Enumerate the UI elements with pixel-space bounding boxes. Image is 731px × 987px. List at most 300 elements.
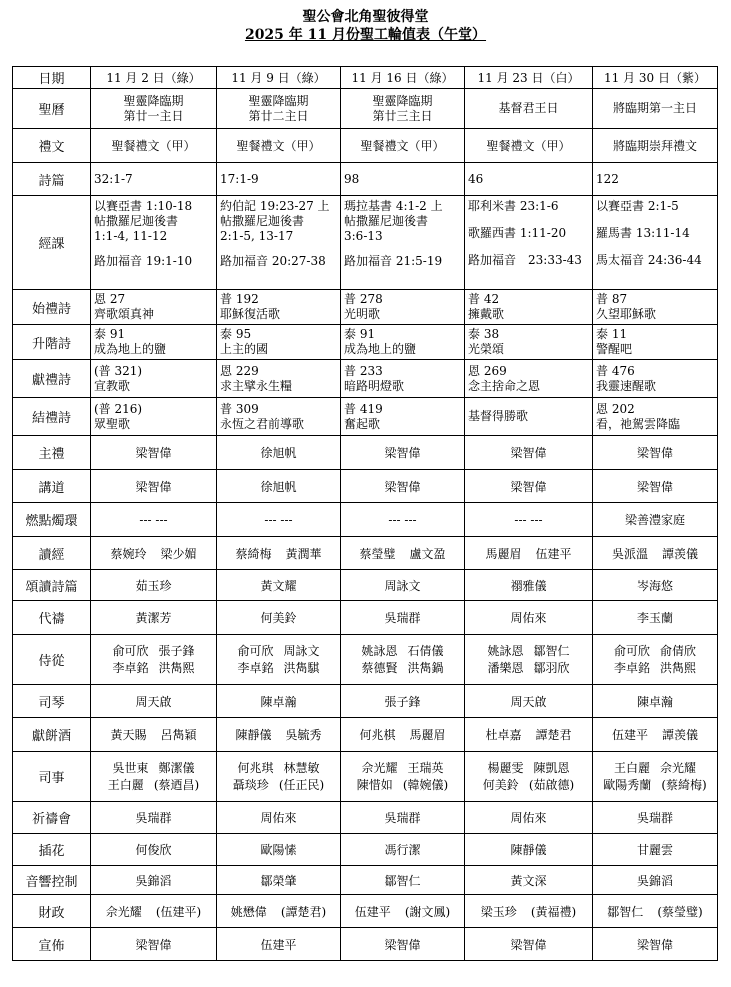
intercessor-label: 代禱 (13, 601, 91, 635)
celebrant-cell: 梁智偉 (465, 436, 593, 470)
servers-cell (341, 635, 465, 685)
servers-cell (593, 635, 718, 685)
gradual_hymn-line: 警醒吧 (596, 342, 633, 356)
table-row (13, 802, 718, 834)
stewards-cell (593, 752, 718, 802)
readings-line: 帖撒羅尼迦後書 (344, 214, 429, 228)
table-row (13, 89, 718, 129)
lectors-pair (344, 545, 461, 562)
opening_hymn-line: 久望耶穌歌 (596, 307, 657, 321)
closing_hymn-line: 眾聖歌 (94, 416, 131, 431)
table-row (13, 503, 718, 537)
servers-name: 張子鋒 (158, 643, 195, 658)
servers-line (468, 643, 589, 660)
closing_hymn-label: 結禮詩 (13, 398, 91, 436)
servers-line (94, 660, 213, 677)
organist-cell: 陳卓瀚 (593, 685, 718, 718)
liturgy-label: 禮文 (13, 129, 91, 163)
opening_hymn-cell (341, 290, 465, 325)
treasurer-pair (344, 903, 461, 920)
readings-cell (593, 196, 718, 290)
offertory_hymn-line: 普 476 (596, 363, 635, 378)
stewards-name: 佘光耀 (660, 760, 697, 775)
opening_hymn-line: 普 192 (220, 292, 259, 306)
preacher-cell: 梁智偉 (91, 470, 217, 503)
psalm-cell: 32:1-7 (91, 163, 217, 196)
servers-cell (91, 635, 217, 685)
treasurer-name: 佘光耀 (105, 904, 142, 919)
servers-name: 周詠文 (283, 643, 320, 658)
closing_hymn-cell (593, 398, 718, 436)
flowers-cell: 何俊欣 (91, 834, 217, 866)
lectors-name: 蔡婉玲 (110, 546, 147, 561)
stewards-name: 陳惜如 (356, 777, 393, 792)
opening_hymn-line: 普 87 (596, 292, 628, 306)
servers-line (596, 643, 714, 660)
stewards-name: 歐陽秀蘭 (603, 777, 652, 792)
stewards-line (344, 760, 461, 777)
table-row (13, 834, 718, 866)
servers-line (344, 643, 461, 660)
readings-line: 瑪拉基書 4:1-2 上 (344, 199, 443, 213)
gradual_hymn-line: 泰 91 (94, 327, 126, 341)
table-row (13, 570, 718, 601)
readings-line: 1:1-4, 11-12 (94, 229, 168, 243)
servers-name: 李卓銘 (613, 660, 650, 675)
chalice-cell (465, 718, 593, 752)
calendar-cell (593, 89, 718, 129)
candle-cell: --- --- (341, 503, 465, 537)
flowers-cell: 甘麗雲 (593, 834, 718, 866)
readings-line: 路加福音 20:27-38 (220, 254, 326, 268)
readings-line: 2:1-5, 13-17 (220, 229, 294, 243)
lectors-name: 蔡瑩璧 (359, 546, 396, 561)
lectors-pair (94, 545, 213, 562)
lectors-cell (465, 537, 593, 570)
intercessor-cell: 周佑來 (465, 601, 593, 635)
gradual_hymn-line: 泰 91 (344, 327, 376, 341)
prayer_meeting-cell: 吳瑞群 (91, 802, 217, 834)
servers-line (468, 660, 589, 677)
offertory_hymn-line: 宣教歌 (94, 378, 131, 393)
stewards-name: 王白麗 (613, 760, 650, 775)
gradual_hymn-cell (465, 325, 593, 360)
prayer_meeting-cell: 吳瑞群 (593, 802, 718, 834)
psalm_reader-cell: 禤雅儀 (465, 570, 593, 601)
offertory_hymn-line: 恩 229 (220, 363, 259, 378)
sound-cell: 鄒智仁 (341, 866, 465, 895)
liturgy-cell: 聖餐禮文（甲） (91, 129, 217, 163)
stewards-cell (217, 752, 341, 802)
stewards-cell (465, 752, 593, 802)
readings-line: 帖撒羅尼迦後書 (94, 214, 179, 228)
stewards-cell (91, 752, 217, 802)
table-row (13, 470, 718, 503)
stewards-name: 吳世東 (112, 760, 149, 775)
roster-title: 2025 年 11 月份聖工輪值表（午堂） (244, 27, 487, 43)
document-header (0, 8, 731, 44)
opening_hymn-line: 普 278 (344, 292, 383, 306)
treasurer-name: (黃福禮) (530, 904, 577, 919)
calendar-cell (217, 89, 341, 129)
servers-line (596, 660, 714, 677)
calendar-line: 聖靈降臨期 (123, 93, 184, 108)
offertory_hymn-line: 求主擘永生糧 (220, 378, 293, 393)
treasurer-name: (蔡瑩璧) (657, 904, 703, 919)
treasurer-name: 姚懋偉 (230, 904, 267, 919)
psalm-label: 詩篇 (13, 163, 91, 196)
psalm_reader-cell: 黃文耀 (217, 570, 341, 601)
gradual_hymn-line: 泰 11 (596, 327, 628, 341)
servers-cell (465, 635, 593, 685)
closing_hymn-cell (91, 398, 217, 436)
stewards-name: 陳凱恩 (533, 760, 570, 775)
stewards-name: 聶琰珍 (232, 777, 269, 792)
chalice-label: 獻餅酒 (13, 718, 91, 752)
servers-name: 洪雋騏 (283, 660, 320, 675)
celebrant-cell: 梁智偉 (341, 436, 465, 470)
gradual_hymn-line: 泰 95 (220, 327, 252, 341)
readings-line: 帖撒羅尼迦後書 (220, 214, 305, 228)
candle-cell: --- --- (465, 503, 593, 537)
preacher-label: 講道 (13, 470, 91, 503)
calendar-line: 第廿一主日 (123, 108, 184, 123)
lectors-label: 讀經 (13, 537, 91, 570)
calendar-label: 聖曆 (13, 89, 91, 129)
servers-name: 俞可欣 (237, 643, 274, 658)
table-row (13, 290, 718, 325)
lectors-name: 黃潤華 (285, 546, 322, 561)
lectors-name: 馬麗眉 (485, 546, 522, 561)
servers-name: 洪雋熙 (158, 660, 195, 675)
chalice-name: 吳毓秀 (285, 728, 322, 742)
lectors-cell (341, 537, 465, 570)
date-header-cell: 11 月 2 日（綠） (91, 67, 217, 89)
calendar-line: 聖靈降臨期 (248, 93, 309, 108)
date-header-cell: 11 月 9 日（綠） (217, 67, 341, 89)
treasurer-pair (94, 903, 213, 920)
readings-cell (341, 196, 465, 290)
announcer-cell: 梁智偉 (465, 928, 593, 961)
servers-name: 姚詠恩 (361, 643, 398, 658)
table-row (13, 895, 718, 928)
gradual_hymn-line: 成為地上的鹽 (344, 342, 417, 356)
readings-line: 3:6-13 (344, 229, 383, 243)
chalice-name: 杜卓嘉 (485, 728, 522, 742)
stewards-name: 楊麗雯 (487, 760, 524, 775)
intercessor-cell: 吳瑞群 (341, 601, 465, 635)
preacher-cell: 梁智偉 (465, 470, 593, 503)
gradual_hymn-line: 泰 38 (468, 327, 500, 341)
servers-line (94, 643, 213, 660)
treasurer-pair (468, 903, 589, 920)
readings-line: 路加福音 21:5-19 (344, 254, 443, 268)
stewards-name: (任正民) (278, 777, 325, 792)
stewards-name: (韓婉儀) (402, 777, 449, 792)
liturgy-cell: 聖餐禮文（甲） (341, 129, 465, 163)
treasurer-cell (593, 895, 718, 928)
flowers-cell: 陳靜儀 (465, 834, 593, 866)
lectors-name: 蔡綺梅 (235, 546, 272, 561)
organist-cell: 周天啟 (465, 685, 593, 718)
celebrant-cell: 梁智偉 (91, 436, 217, 470)
offertory_hymn-cell (91, 360, 217, 398)
candle-cell: --- --- (217, 503, 341, 537)
table-row (13, 398, 718, 436)
readings-line: 歌羅西書 1:11-20 (468, 226, 567, 240)
closing_hymn-line: (普 216) (94, 401, 143, 416)
psalm-cell: 17:1-9 (217, 163, 341, 196)
chalice-name: 陳靜儀 (235, 728, 272, 742)
stewards-cell (341, 752, 465, 802)
prayer_meeting-cell: 周佑來 (465, 802, 593, 834)
opening_hymn-line: 擁戴歌 (468, 307, 505, 321)
lectors-name: 伍建平 (535, 546, 572, 561)
chalice-name: 譚楚君 (535, 728, 572, 742)
preacher-cell: 梁智偉 (593, 470, 718, 503)
prayer_meeting-cell: 周佑來 (217, 802, 341, 834)
treasurer-name: (謝文鳳) (404, 904, 451, 919)
psalm_reader-cell: 周詠文 (341, 570, 465, 601)
gradual_hymn-label: 升階詩 (13, 325, 91, 360)
psalm-cell: 98 (341, 163, 465, 196)
table-row (13, 866, 718, 895)
celebrant-label: 主禮 (13, 436, 91, 470)
readings-cell (465, 196, 593, 290)
closing_hymn-cell (217, 398, 341, 436)
offertory_hymn-line: (普 321) (94, 363, 143, 378)
treasurer-name: 鄒智仁 (607, 904, 644, 919)
psalm-cell: 122 (593, 163, 718, 196)
treasurer-cell (217, 895, 341, 928)
gradual_hymn-cell (593, 325, 718, 360)
stewards-line (596, 777, 714, 794)
opening_hymn-line: 恩 27 (94, 292, 126, 306)
lectors-name: 盧文盈 (409, 546, 446, 561)
intercessor-cell: 何美鈴 (217, 601, 341, 635)
readings-line: 耶利米書 23:1-6 (468, 199, 559, 213)
organist-cell: 陳卓瀚 (217, 685, 341, 718)
readings-line: 以賽亞書 1:10-18 (94, 199, 193, 213)
stewards-line (220, 777, 337, 794)
intercessor-cell: 黃潔芳 (91, 601, 217, 635)
stewards-name: 鄭潔儀 (158, 760, 195, 775)
calendar-cell (341, 89, 465, 129)
chalice-cell (341, 718, 465, 752)
chalice-cell (593, 718, 718, 752)
offertory_hymn-line: 恩 269 (468, 363, 507, 378)
treasurer-pair (596, 903, 714, 920)
gradual_hymn-cell (91, 325, 217, 360)
offertory_hymn-cell (217, 360, 341, 398)
table-row (13, 196, 718, 290)
opening_hymn-cell (465, 290, 593, 325)
chalice-name: 何兆棋 (359, 728, 396, 742)
servers-name: 潘樂恩 (487, 660, 524, 675)
opening_hymn-line: 齊歌頌真神 (94, 307, 155, 321)
table-row (13, 928, 718, 961)
stewards-name: (蔡迺昌) (153, 777, 200, 792)
stewards-line (94, 777, 213, 794)
servers-name: 蔡德賢 (361, 660, 398, 675)
gradual_hymn-cell (217, 325, 341, 360)
readings-line: 羅馬書 13:11-14 (596, 226, 690, 240)
stewards-name: 佘光耀 (361, 760, 398, 775)
announcer-label: 宣佈 (13, 928, 91, 961)
opening_hymn-line: 光明歌 (344, 307, 381, 321)
offertory_hymn-line: 普 233 (344, 363, 383, 378)
lectors-cell (217, 537, 341, 570)
treasurer-cell (465, 895, 593, 928)
servers-name: 俞倩欣 (660, 643, 697, 658)
gradual_hymn-line: 光榮頌 (468, 342, 505, 356)
opening_hymn-line: 耶穌復活歌 (220, 307, 281, 321)
announcer-cell: 伍建平 (217, 928, 341, 961)
psalm_reader-cell: 茹玉珍 (91, 570, 217, 601)
servers-name: 俞可欣 (613, 643, 650, 658)
stewards-line (344, 777, 461, 794)
sound-cell: 吳錦滔 (91, 866, 217, 895)
servers-name: 石倩儀 (407, 643, 444, 658)
treasurer-name: 梁玉珍 (480, 904, 517, 919)
stewards-line (596, 760, 714, 777)
organist-label: 司琴 (13, 685, 91, 718)
servers-name: 李卓銘 (237, 660, 274, 675)
candle-cell: --- --- (91, 503, 217, 537)
stewards-line (468, 777, 589, 794)
treasurer-cell (91, 895, 217, 928)
intercessor-cell: 李玉蘭 (593, 601, 718, 635)
chalice-name: 呂雋穎 (160, 728, 197, 742)
treasurer-name: 伍建平 (354, 904, 391, 919)
lectors-pair (468, 545, 589, 562)
readings-cell (91, 196, 217, 290)
readings-line: 以賽亞書 2:1-5 (596, 199, 679, 213)
gradual_hymn-cell (341, 325, 465, 360)
opening_hymn-line: 普 42 (468, 292, 500, 306)
date-header-cell: 11 月 23 日（白） (465, 67, 593, 89)
table-row (13, 436, 718, 470)
closing_hymn-line: 基督得勝歌 (468, 409, 529, 423)
stewards-name: 林慧敏 (283, 760, 320, 775)
lectors-name: 吳派溫 (611, 546, 648, 561)
lectors-name: 梁少媚 (160, 546, 197, 561)
calendar-line: 基督君王日 (498, 101, 559, 115)
treasurer-label: 財政 (13, 895, 91, 928)
organist-cell: 周天啟 (91, 685, 217, 718)
stewards-name: (茹啟德) (528, 777, 575, 792)
stewards-name: 王瑞英 (407, 760, 444, 775)
chalice-pair (94, 726, 213, 743)
table-row (13, 67, 718, 89)
celebrant-cell: 梁智偉 (593, 436, 718, 470)
calendar-line: 聖靈降臨期 (372, 93, 433, 108)
psalm_reader-label: 頌讀詩篇 (13, 570, 91, 601)
gradual_hymn-line: 成為地上的鹽 (94, 342, 167, 356)
opening_hymn-cell (217, 290, 341, 325)
calendar-cell (91, 89, 217, 129)
stewards-name: (蔡綺梅) (661, 777, 707, 792)
offertory_hymn-cell (593, 360, 718, 398)
lectors-name: 譚羡儀 (662, 546, 699, 561)
closing_hymn-line: 普 419 (344, 401, 383, 416)
stewards-name: 王白麗 (107, 777, 144, 792)
treasurer-pair (220, 903, 337, 920)
servers-name: 鄒智仁 (533, 643, 570, 658)
stewards-name: 何兆琪 (237, 760, 274, 775)
sound-label: 音響控制 (13, 866, 91, 895)
prayer_meeting-label: 祈禱會 (13, 802, 91, 834)
chalice-pair (220, 726, 337, 743)
candle-cell: 梁善澧家庭 (593, 503, 718, 537)
announcer-cell: 梁智偉 (91, 928, 217, 961)
readings-line: 路加福音 23:33-43 (468, 253, 582, 267)
opening_hymn-cell (91, 290, 217, 325)
stewards-line (220, 760, 337, 777)
servers-line (220, 660, 337, 677)
readings-line: 馬太福音 24:36-44 (596, 253, 702, 267)
readings-line: 路加福音 19:1-10 (94, 254, 193, 268)
opening_hymn-cell (593, 290, 718, 325)
offertory_hymn-line: 我靈速醒歌 (596, 378, 657, 393)
offertory_hymn-line: 暗路明燈歌 (344, 378, 405, 393)
prayer_meeting-cell: 吳瑞群 (341, 802, 465, 834)
treasurer-cell (341, 895, 465, 928)
table-row (13, 129, 718, 163)
servers-name: 洪雋鍋 (407, 660, 444, 675)
flowers-cell: 歐陽愫 (217, 834, 341, 866)
announcer-cell: 梁智偉 (341, 928, 465, 961)
offertory_hymn-line: 念主捨命之恩 (468, 378, 541, 393)
treasurer-name: (譚楚君) (280, 904, 327, 919)
date-header-cell: 11 月 16 日（綠） (341, 67, 465, 89)
candle-label: 燃點燭環 (13, 503, 91, 537)
closing_hymn-cell (341, 398, 465, 436)
chalice-name: 伍建平 (611, 728, 648, 742)
date-header-label: 日期 (13, 67, 91, 89)
opening_hymn-label: 始禮詩 (13, 290, 91, 325)
servers-line (344, 660, 461, 677)
celebrant-cell: 徐旭帆 (217, 436, 341, 470)
calendar-line: 第廿二主日 (248, 108, 309, 123)
offertory_hymn-label: 獻禮詩 (13, 360, 91, 398)
psalm_reader-cell: 岑海悠 (593, 570, 718, 601)
chalice-pair (468, 726, 589, 743)
sound-cell: 吳錦滔 (593, 866, 718, 895)
liturgy-cell: 將臨期崇拜禮文 (593, 129, 718, 163)
stewards-line (468, 760, 589, 777)
closing_hymn-line: 奮起歌 (344, 416, 381, 431)
liturgy-cell: 聖餐禮文（甲） (217, 129, 341, 163)
closing_hymn-cell (465, 398, 593, 436)
servers-label: 侍從 (13, 635, 91, 685)
chalice-name: 馬麗眉 (409, 728, 446, 742)
stewards-name: 何美鈴 (482, 777, 519, 792)
stewards-label: 司事 (13, 752, 91, 802)
table-row (13, 718, 718, 752)
closing_hymn-line: 永恆之君前導歌 (220, 416, 305, 431)
chalice-pair (596, 726, 714, 743)
table-row (13, 601, 718, 635)
sound-cell: 鄒榮肇 (217, 866, 341, 895)
servers-name: 鄒羽欣 (533, 660, 570, 675)
servers-name: 李卓銘 (112, 660, 149, 675)
chalice-cell (217, 718, 341, 752)
psalm-cell: 46 (465, 163, 593, 196)
servers-name: 姚詠恩 (487, 643, 524, 658)
lectors-cell (593, 537, 718, 570)
readings-line: 約伯記 19:23-27 上 (220, 199, 330, 213)
